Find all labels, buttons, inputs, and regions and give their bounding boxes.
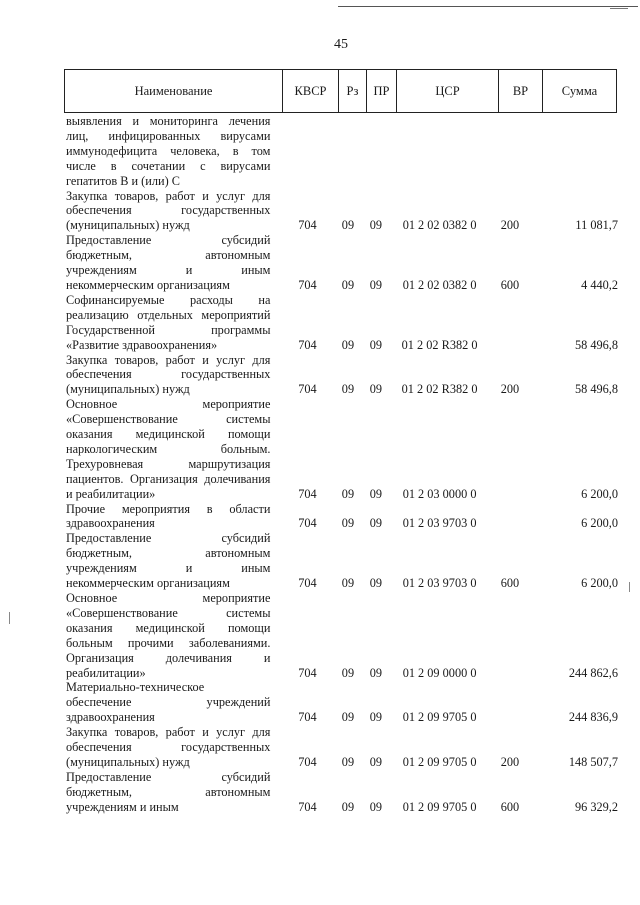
row-rz: 09 [341,516,355,531]
table-row [66,353,618,398]
row-name [66,114,270,189]
row-csr: 01 2 02 R382 0 [401,337,478,352]
scan-artifact-left-mark [9,612,10,624]
row-sum: 148 507,7 [568,754,618,769]
row-csr: 01 2 02 R382 0 [401,382,478,397]
row-kvsr: 704 [298,516,317,531]
row-name-line: обеспечения государственных [66,740,271,755]
row-pr: 09 [369,754,383,769]
row-name-line: (муниципальных) нужд [66,382,190,397]
row-vr: 200 [500,382,520,397]
row-name-line: здравоохранения [66,516,155,531]
row-vr: 600 [500,799,520,814]
table-row [66,770,618,815]
row-csr: 01 2 09 9705 0 [402,754,477,769]
row-rz: 09 [341,218,355,233]
row-name-line: числе в сочетании с вирусами [66,158,271,173]
header-sum: Сумма [543,70,617,113]
row-sum: 96 329,2 [574,799,618,814]
row-pr: 09 [369,710,383,725]
row-name-line: бюджетным, автономным [66,546,271,561]
row-name-line: «Развитие здравоохранения» [66,337,218,352]
row-pr: 09 [369,576,383,591]
row-name-line: лиц, инфицированных вирусами [66,128,271,143]
row-name-line: Прочие мероприятия в области [66,501,271,516]
row-name-line: «Совершенствование системы [66,412,271,427]
table-body [66,114,618,815]
row-name-line: реабилитации» [66,665,146,680]
row-kvsr: 704 [298,277,317,292]
row-name-line: учреждениям и иным [66,799,179,814]
row-name [66,591,270,680]
row-vr: 200 [500,218,520,233]
row-name-line: и реабилитации» [66,486,156,501]
row-sum: 244 836,9 [568,710,618,725]
table-header [64,69,617,113]
row-name-line: бюджетным, автономным [66,248,271,263]
row-kvsr: 704 [298,799,317,814]
header-csr: ЦСР [397,70,499,113]
row-name-line: Материально-техническое [66,680,205,695]
row-kvsr: 704 [298,337,317,352]
row-rz: 09 [341,337,355,352]
page-number: 45 [334,37,348,52]
row-name-line: Основное мероприятие [66,591,271,605]
row-name-line: некоммерческим организациям [66,277,230,292]
row-name [66,353,270,398]
scan-artifact-top-line [338,6,638,7]
row-name-line: оказания медицинской помощи [66,620,271,635]
row-kvsr: 704 [298,486,317,501]
row-name [66,233,270,293]
row-name-line: Закупка товаров, работ и услуг для [66,725,271,740]
row-name-line: обеспечения государственных [66,367,271,382]
row-rz: 09 [341,754,355,769]
row-name-line: гепатитов В и (или) С [66,173,180,188]
table-row [66,502,618,532]
table-row [66,189,618,234]
row-name-line: оказания медицинской помощи [66,427,271,442]
row-name [66,531,270,591]
row-name-line: Софинансируемые расходы на [66,292,271,307]
row-vr: 200 [500,754,520,769]
row-name-line: Закупка товаров, работ и услуг для [66,188,271,203]
table-row [66,114,618,189]
row-pr: 09 [369,799,383,814]
row-vr: 600 [500,576,520,591]
table-row [66,233,618,293]
row-csr: 01 2 03 0000 0 [402,486,477,501]
row-csr: 01 2 09 0000 0 [402,665,477,680]
row-name-line: больным прочими заболеваниями. [66,635,271,650]
row-sum: 11 081,7 [575,218,618,233]
row-rz: 09 [341,576,355,591]
table-row [66,591,618,680]
row-name-line: Государственной программы [66,322,271,337]
row-name-line: обеспечение учреждений [66,695,271,710]
table-row [66,293,618,353]
header-rz: Рз [339,70,367,113]
header-row [65,70,617,113]
row-csr: 01 2 03 9703 0 [402,576,477,591]
header-vr: ВР [499,70,543,113]
row-csr: 01 2 09 9705 0 [402,710,477,725]
row-sum: 58 496,8 [574,382,618,397]
row-name [66,770,270,815]
row-kvsr: 704 [298,218,317,233]
row-csr: 01 2 02 0382 0 [402,218,477,233]
row-pr: 09 [369,665,383,680]
row-name-line: Трехуровневая маршрутизация [66,456,271,471]
row-name [66,293,270,353]
row-vr: 600 [500,277,520,292]
row-name-line: Предоставление субсидий [66,769,271,784]
row-name [66,397,270,501]
row-sum: 6 200,0 [581,516,618,531]
row-name-line: Предоставление субсидий [66,531,271,546]
row-rz: 09 [341,277,355,292]
row-csr: 01 2 09 9705 0 [402,799,477,814]
scan-artifact-top-mark [610,8,628,9]
row-kvsr: 704 [298,754,317,769]
row-name-line: наркологическим больным. [66,441,271,456]
row-sum: 6 200,0 [581,486,618,501]
row-name-line: бюджетным, автономным [66,784,271,799]
row-kvsr: 704 [298,382,317,397]
row-rz: 09 [341,710,355,725]
row-name-line: выявления и мониторинга лечения [66,114,271,128]
row-name-line: пациентов. Организация долечивания [66,471,271,486]
row-csr: 01 2 02 0382 0 [402,277,477,292]
row-name-line: «Совершенствование системы [66,605,271,620]
row-name-line: Предоставление субсидий [66,233,271,248]
row-pr: 09 [369,218,383,233]
row-kvsr: 704 [298,710,317,725]
row-pr: 09 [369,516,383,531]
scan-artifact-right-mark [629,582,630,592]
row-name-line: иммунодефицита человека, в том [66,143,271,158]
row-pr: 09 [369,382,383,397]
table-row [66,397,618,501]
row-rz: 09 [341,665,355,680]
row-name-line: (муниципальных) нужд [66,218,190,233]
row-sum: 244 862,6 [568,665,618,680]
row-name-line: Закупка товаров, работ и услуг для [66,352,271,367]
row-sum: 6 200,0 [581,576,618,591]
header-kvsr: КВСР [283,70,339,113]
row-rz: 09 [341,486,355,501]
row-name [66,502,270,532]
row-name [66,189,270,234]
row-name-line: Организация долечивания и [66,650,271,665]
row-pr: 09 [369,486,383,501]
row-name-line: обеспечения государственных [66,203,271,218]
row-rz: 09 [341,799,355,814]
row-kvsr: 704 [298,576,317,591]
header-pr: ПР [367,70,397,113]
table-row [66,531,618,591]
row-name-line: (муниципальных) нужд [66,754,190,769]
row-name-line: здравоохранения [66,710,155,725]
row-name [66,680,270,725]
row-pr: 09 [369,337,383,352]
table-row [66,680,618,725]
row-name [66,725,270,770]
row-name-line: реализацию отдельных мероприятий [66,307,271,322]
header-name: Наименование [65,70,283,113]
row-name-line: учреждениям и иным [66,263,271,278]
row-sum: 58 496,8 [574,337,618,352]
row-pr: 09 [369,277,383,292]
row-rz: 09 [341,382,355,397]
row-sum: 4 440,2 [581,277,618,292]
table-row [66,725,618,770]
row-name-line: учреждениям и иным [66,561,271,576]
row-name-line: некоммерческим организациям [66,576,230,591]
row-kvsr: 704 [298,665,317,680]
row-csr: 01 2 03 9703 0 [402,516,477,531]
row-name-line: Основное мероприятие [66,397,271,412]
